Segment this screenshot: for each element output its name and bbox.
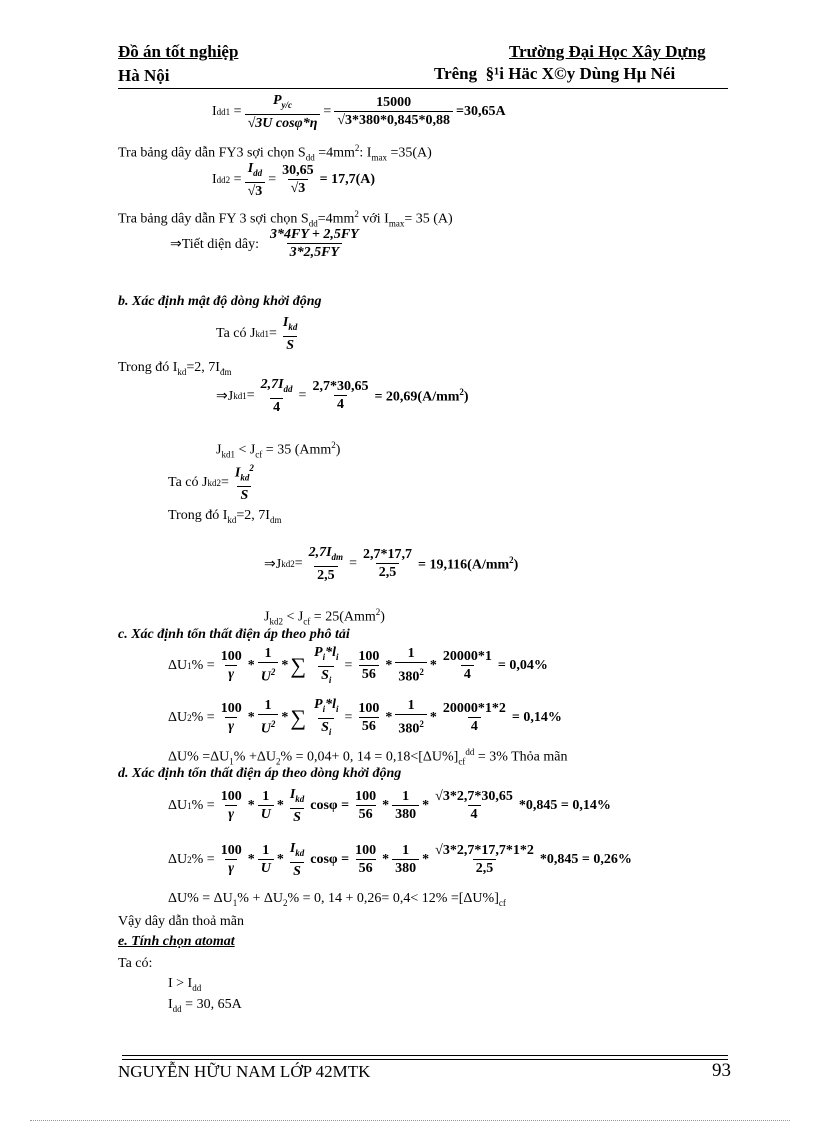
page-edge-dotted-line [30,1120,790,1121]
footer-page-number: 93 [712,1060,731,1081]
equation-jkd2: ⇒J kd2 = $\frac{2,7I_{dm}}{2,5}$ = $\frac{2,7*17,7}{2,5}$ = $19,116(A/mm^2)$ [264,545,519,583]
text-ta-co: Ta có: [118,956,153,971]
text-du-sum-start: $\Delta U\% = \Delta U_1\% + \Delta U_2\% = 0$, $14 + 0,26= 0,4< 12\% =[\Delta U\%]_{cf}$ [168,891,506,908]
text-jkd2-compare: $J_{kd2} < J_{cf} = 25(Amm^2)$ [264,607,385,627]
text-jkd1-compare: $J_{kd1} < J_{cf} = 35$ (Amm$^2$) [216,440,341,460]
header-rule [118,88,728,89]
text-fy3-line1: Tra bảng dây dẫn FY3 sợi chọn $S_{dd} =4mm^2$: $I_{max} =35(A)$ [118,143,432,163]
text-i-greater-idd: $I > I_{dd}$ [168,976,202,993]
header-city: Hà Nội [118,66,170,85]
equation-idd1: I dd1 = $\frac{P_{y/c}}{\text{√3U cosφ*η}}$ = $\frac{15000}{√3*380*0,845*0,88}$ =30,65A [212,93,506,131]
text-conclusion: Vậy dây dẫn thoả mãn [118,914,244,929]
section-d-heading: d. Xác định tổn thất điện áp theo dòng khởi động [118,766,402,781]
section-b-heading: b. Xác định mật độ dòng khởi động [118,294,322,309]
footer-rule-bottom [122,1059,728,1060]
text-trong-do-2: Trong đó $I_{kd}=2$, $7I_{dm}$ [168,508,282,525]
equation-jkd1-definition: Ta có J kd 1 = $\frac{I_{kd}}{S}$ [216,315,298,353]
header-garbled-school: Trêng §¹i Häc X©y Dùng Hµ Néi [434,64,676,83]
equation-tiet-dien: ⇒Tiết diện dây: $\frac{3*4FY + 2,5FY}{3*2,5FY}$ [170,227,359,260]
footer-author: NGUYỄN HỮU NAM LỚP 42MTK [118,1062,371,1081]
section-e-heading: e. Tính chọn atomat [118,934,235,949]
equation-jkd2-definition: Ta có J kd 2 = $\frac{I_{kd}^2}{S}$ [168,463,254,504]
equation-du2-load: ΔU 2 % = $\frac{100}{\gamma}$ * $\frac{1}{U^2}$ * ∑ $\frac{P_i*l_i}{S_i}$ = $\frac{100}{56}$ * $\frac{1}{380^2}$ * $\frac{20000*1*2}{4}$ = 0,14% [168,696,562,741]
equation-du1-load: ΔU 1 % = $\frac{100}{\gamma}$ * $\frac{1}{U^2}$ * ∑ $\frac{P_i*l_i}{S_i}$ = $\frac{100}{56}$ * $\frac{1}{380^2}$ * $\frac{20000*1}{4}$ = 0,04% [168,644,548,689]
equation-du2-start: ΔU 2 % = $\frac{100}{\gamma}$ * $\frac{1}{U}$ * $\frac{I_{kd}}{S}$ cosφ = $\frac{100}{56}$ * $\frac{1}{380}$ * $\frac{√3*2,7*17,7*1*2}{2,5}$ *0,845 = 0,26% [168,841,632,879]
footer-rule-top [122,1055,728,1056]
text-fy3-line2: Tra bảng dây dẫn FY 3 sợi chọn $S_{dd}=4mm^2$ với $I_{max}= 35$ (A) [118,209,453,229]
header-title-right: Trường Đại Học Xây Dựng [509,42,706,61]
equation-idd2: I dd2 = $\frac{I_{dd}}{√3}$ = $\frac{30,65}{√3}$ = 17,7(A) [212,161,376,199]
section-c-heading: c. Xác định tổn thất điện áp theo phô tải [118,627,350,642]
equation-du1-start: ΔU 1 % = $\frac{100}{\gamma}$ * $\frac{1}{U}$ * $\frac{I_{kd}}{S}$ cosφ = $\frac{100}{56}$ * $\frac{1}{380}$ * $\frac{√3*2,7*30,65}{4}$ *0,845 = 0,14% [168,787,611,825]
text-du-sum-load: $\Delta U\% =\Delta U_1\% +\Delta U_2\% = 0,04+ 0$, $14 = 0,18<[\Delta U\%]_{cf}^{dd} = 3\%$ Thỏa mãn [168,747,568,767]
header-title-left: Đồ án tốt nghiệp [118,42,239,61]
equation-jkd1: ⇒J kd1 = $\frac{2,7I_{dd}}{4}$ = $\frac{2,7*30,65}{4}$ = $20,69(A/mm^2)$ [216,377,469,415]
text-trong-do-1: Trong đó $I_{kd}=2$, $7I_{đm}$ [118,360,232,377]
text-idd-value: $I_{dd} = 30$, 65A [168,997,242,1014]
